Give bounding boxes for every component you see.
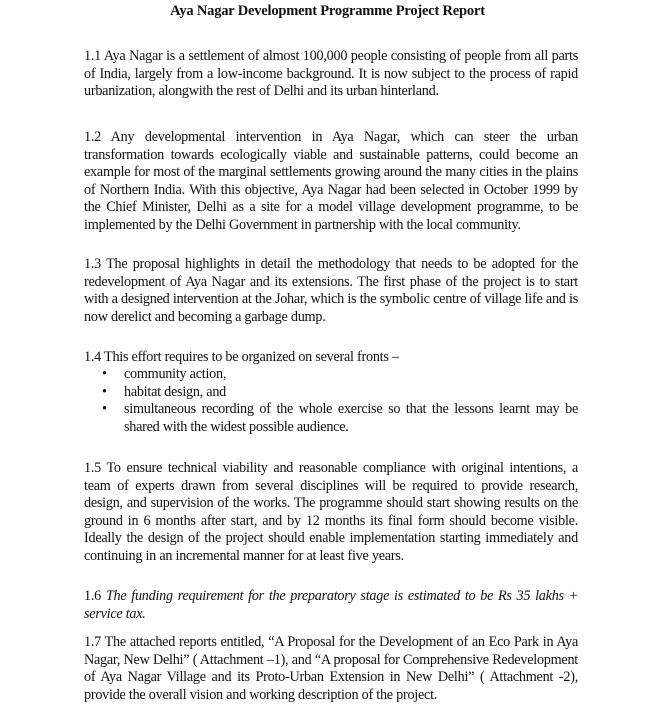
paragraph-1-7: 1.7 The attached reports entitled, “A Proposal for the Development of an Eco Park in Aya Nagar, New Delhi” ( Attachment –1), and “A proposal for Comprehensive Redevelopment of Aya Nagar Village and its Proto-Urban Extension in New Delhi” ( Attachment -2), provide the overall vision and working description of the project.: [84, 634, 578, 703]
funding-statement: The funding requirement for the preparatory stage is estimated to be Rs 35 lakhs + service tax.: [84, 588, 578, 622]
fronts-bullet-list: [84, 366, 578, 436]
bullet-item: [84, 384, 578, 402]
paragraph-1-5: 1.5 To ensure technical viability and reasonable compliance with original intentions, a team of experts drawn from several disciplines will be required to provide research, design, and supervision of the works. The programme should start showing results on the ground in 6 months after start, and by 12 months its final form should become visible. Ideally the design of the project should enable implementation starting immediately and continuing in an incremental manner for at least five years.: [84, 460, 578, 564]
bullet-text: simultaneous recording of the whole exercise so that the lessons learnt may be shared with the widest possible audience.: [124, 401, 578, 435]
bullet-item: [84, 401, 578, 436]
bullet-text: habitat design, and: [124, 383, 227, 400]
bullet-icon: •: [102, 383, 107, 400]
paragraph-number: 1.6: [84, 588, 101, 604]
bullet-text: community action,: [124, 366, 227, 382]
bullet-icon: •: [102, 366, 107, 382]
report-title: Aya Nagar Development Programme Project Report: [170, 3, 485, 19]
paragraph-1-4-intro: 1.4 This effort requires to be organized on several fronts –: [84, 349, 399, 365]
paragraph-1-6: [84, 588, 578, 623]
paragraph-1-1: 1.1 Aya Nagar is a settlement of almost 100,000 people consisting of people from all parts of India, largely from a low-income background. It is now subject to the process of rapid urbanization, alongwith the rest of Delhi and its urban hinterland.: [84, 48, 578, 99]
paragraph-1-2: 1.2 Any developmental intervention in Aya Nagar, which can steer the urban transformation towards ecologically viable and sustainable patterns, could become an example for most of the marginal settlements growing around the many cities in the plains of Northern India. With this objective, Aya Nagar had been selected in October 1999 by the Chief Minister, Delhi as a site for a model village development programme, to be implemented by the Delhi Government in partnership with the local community.: [84, 129, 578, 233]
paragraph-1-3: 1.3 The proposal highlights in detail the methodology that needs to be adopted for the redevelopment of Aya Nagar and its extensions. The first phase of the project is to start with a designed intervention at the Johar, which is the symbolic centre of village life and is now derelict and becoming a garbage dump.: [84, 256, 578, 325]
bullet-icon: •: [102, 401, 107, 417]
bullet-item: [84, 366, 578, 384]
